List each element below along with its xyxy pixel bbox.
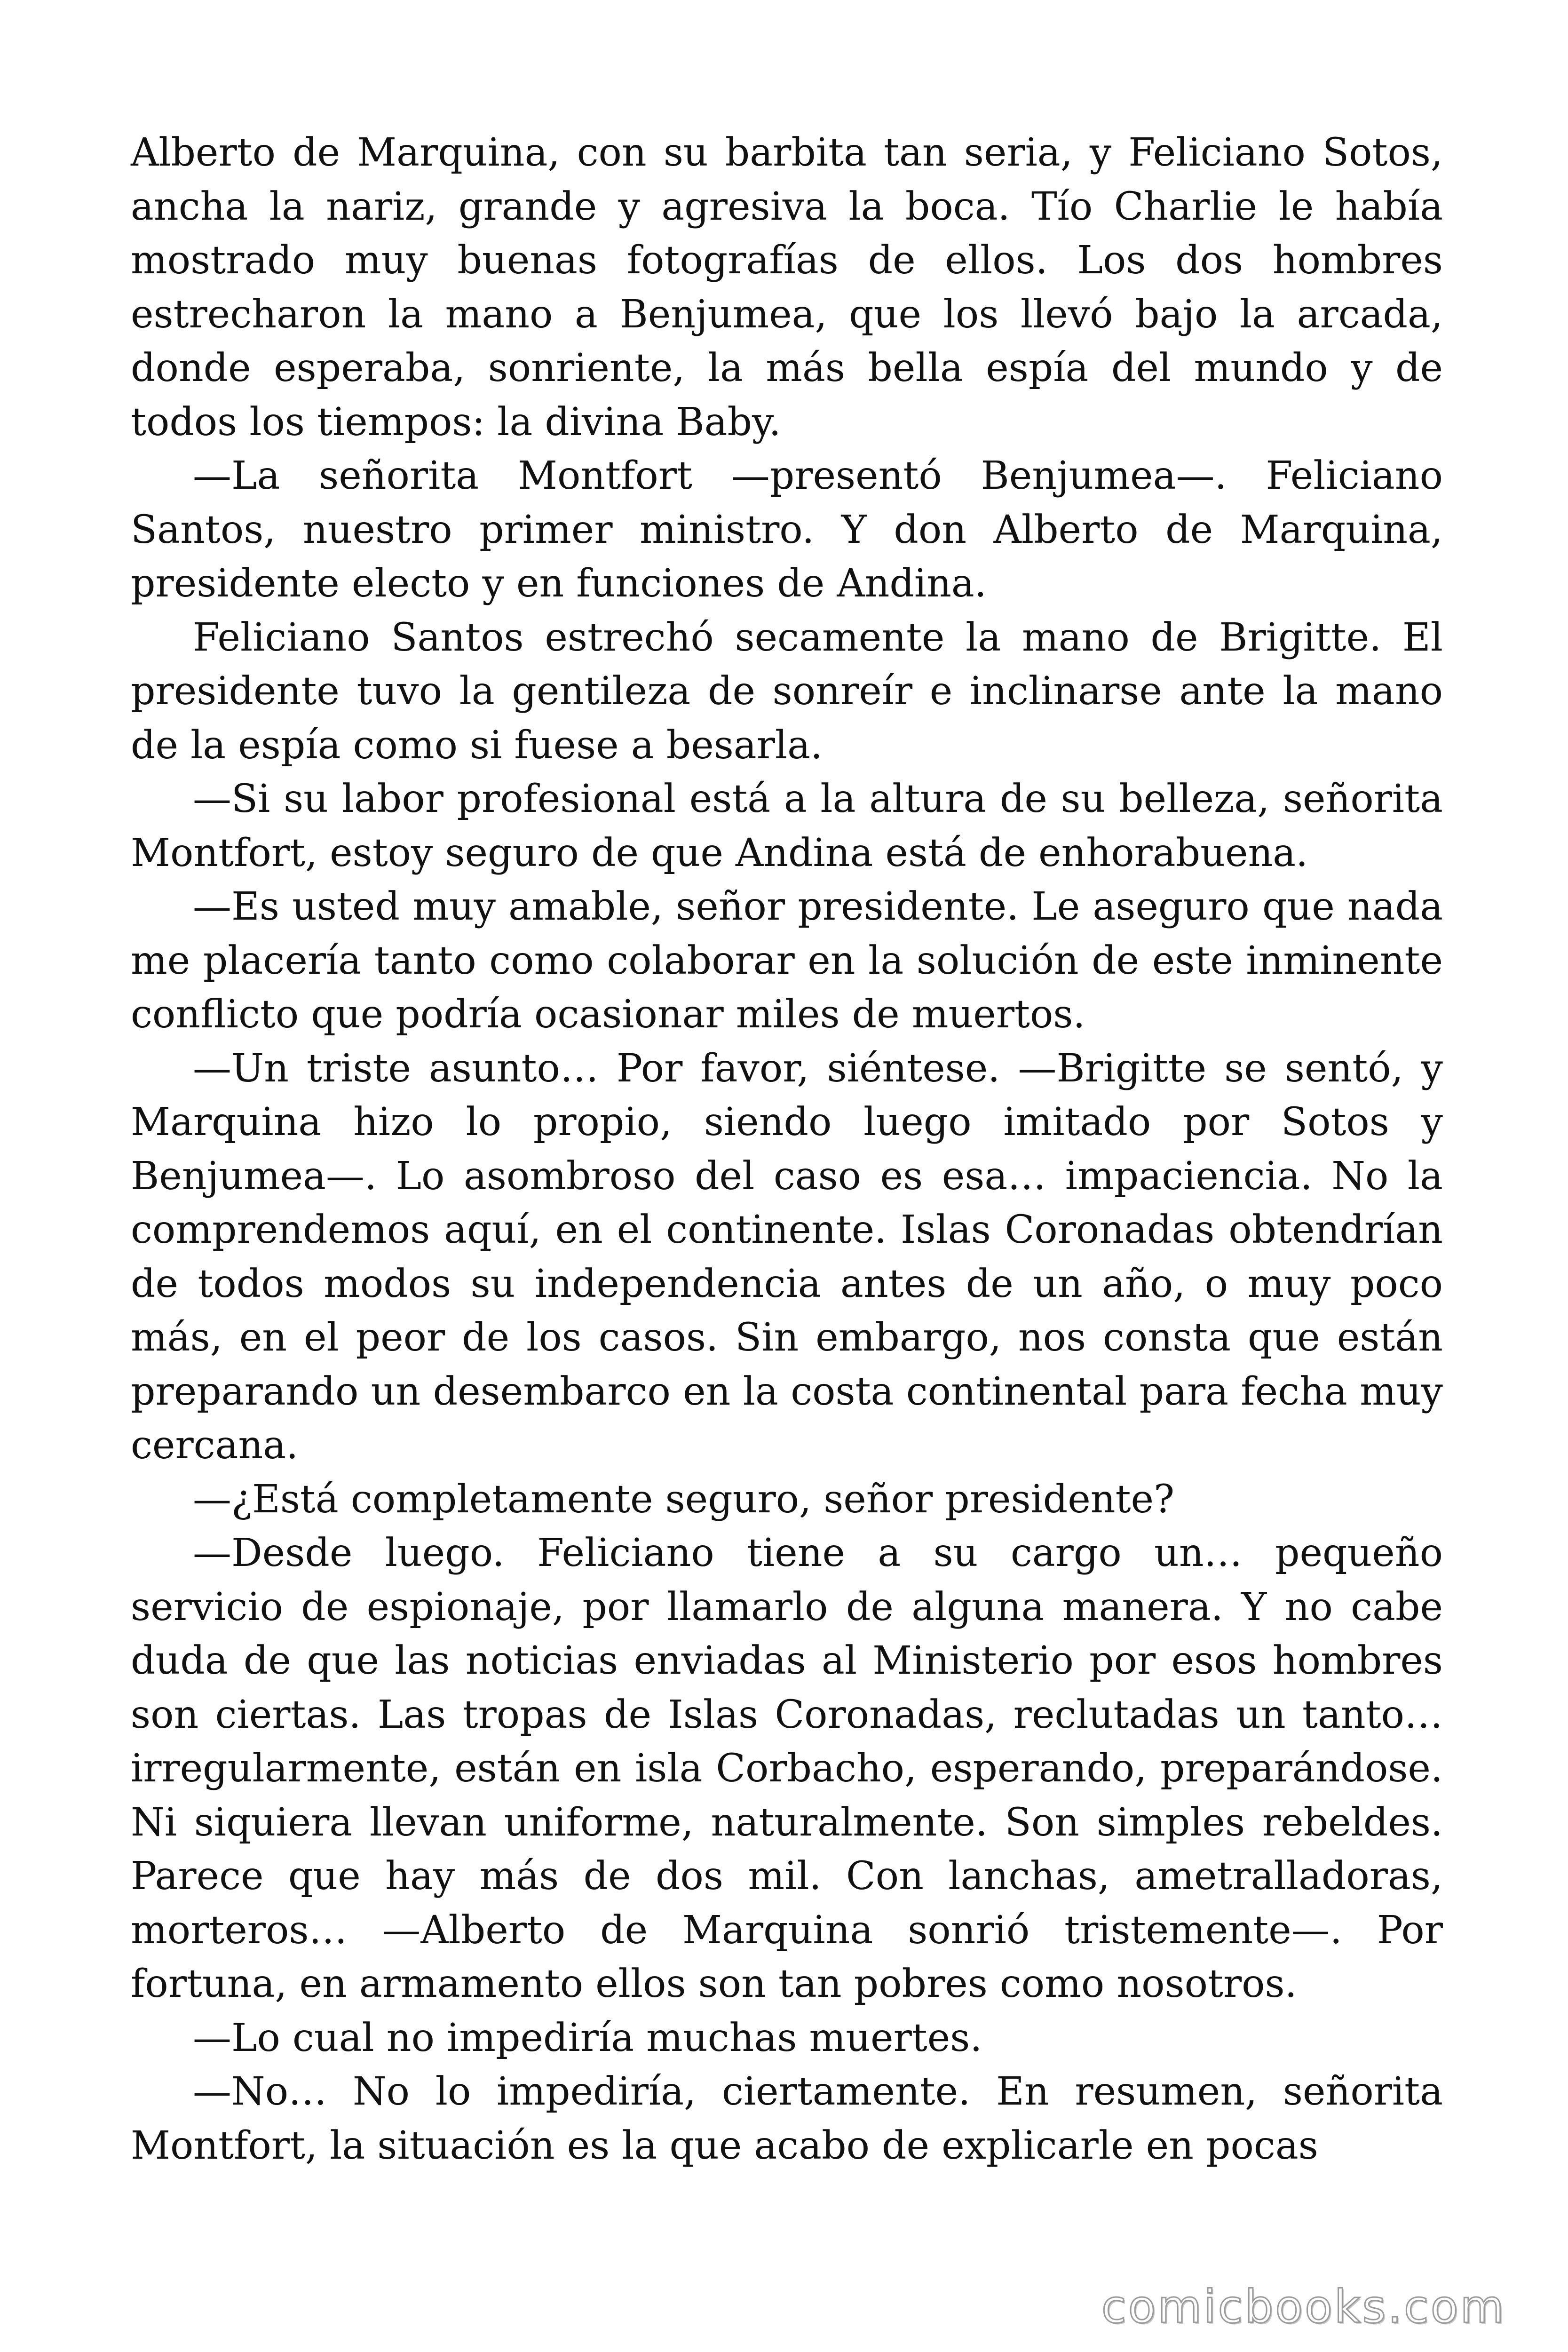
paragraph-2: —La señorita Montfort —presentó Benjumea—. Feliciano Santos, nuestro primer ministro. Y don Alberto de Marquina, presidente electo y en funciones de Andina. (131, 453, 1443, 606)
paragraph-5: —Es usted muy amable, señor presidente. Le aseguro que nada me placería tanto como colaborar en la solución de este inminente conflicto que podría ocasionar miles de muertos. (131, 884, 1443, 1037)
page-body (131, 126, 1443, 2173)
paragraph-6: —Un triste asunto… Por favor, siéntese. —Brigitte se sentó, y Marquina hizo lo propio, siendo luego imitado por Sotos y Benjumea—. Lo asombroso del caso es esa… impaciencia. No la comprendemos aquí, en el continente. Islas Coronadas obtendrían de todos modos su independencia antes de un año, o muy poco más, en el peor de los casos. Sin embargo, nos consta que están preparando un desembarco en la costa continental para fecha muy cercana. (131, 1046, 1443, 1468)
watermark: comicbooks.com (1101, 2280, 1506, 2333)
paragraph-3: Feliciano Santos estrechó secamente la mano de Brigitte. El presidente tuvo la gentileza de sonreír e inclinarse ante la mano de la espía como si fuese a besarla. (131, 615, 1443, 768)
paragraph-9: —Lo cual no impediría muchas muertes. (193, 2015, 982, 2060)
paragraph-4: —Si su labor profesional está a la altura de su belleza, señorita Montfort, estoy seguro de que Andina está de enhorabuena. (131, 777, 1443, 875)
paragraph-7: —¿Está completamente seguro, señor presidente? (193, 1477, 1175, 1522)
paragraph-1: Alberto de Marquina, con su barbita tan seria, y Feliciano Sotos, ancha la nariz, grande y agresiva la boca. Tío Charlie le había mostrado muy buenas fotografías de ellos. Los dos hombres estrecharon la mano a Benjumea, que los llevó bajo la arcada, donde esperaba, sonriente, la más bella espía del mundo y de todos los tiempos: la divina Baby. (131, 130, 1443, 445)
paragraph-8: —Desde luego. Feliciano tiene a su cargo un… pequeño servicio de espionaje, por llamarlo de alguna manera. Y no cabe duda de que las noticias enviadas al Ministerio por esos hombres son ciertas. Las tropas de Islas Coronadas, reclutadas un tanto… irregularmente, están en isla Corbacho, esperando, preparándose. Ni siquiera llevan uniforme, naturalmente. Son simples rebeldes. Parece que hay más de dos mil. Con lanchas, ametralladoras, morteros… —Alberto de Marquina sonrió tristemente—. Por fortuna, en armamento ellos son tan pobres como nosotros. (131, 1531, 1443, 2006)
paragraph-10: —No… No lo impediría, ciertamente. En resumen, señorita Montfort, la situación es la que acabo de explicarle en pocas (131, 2069, 1443, 2168)
